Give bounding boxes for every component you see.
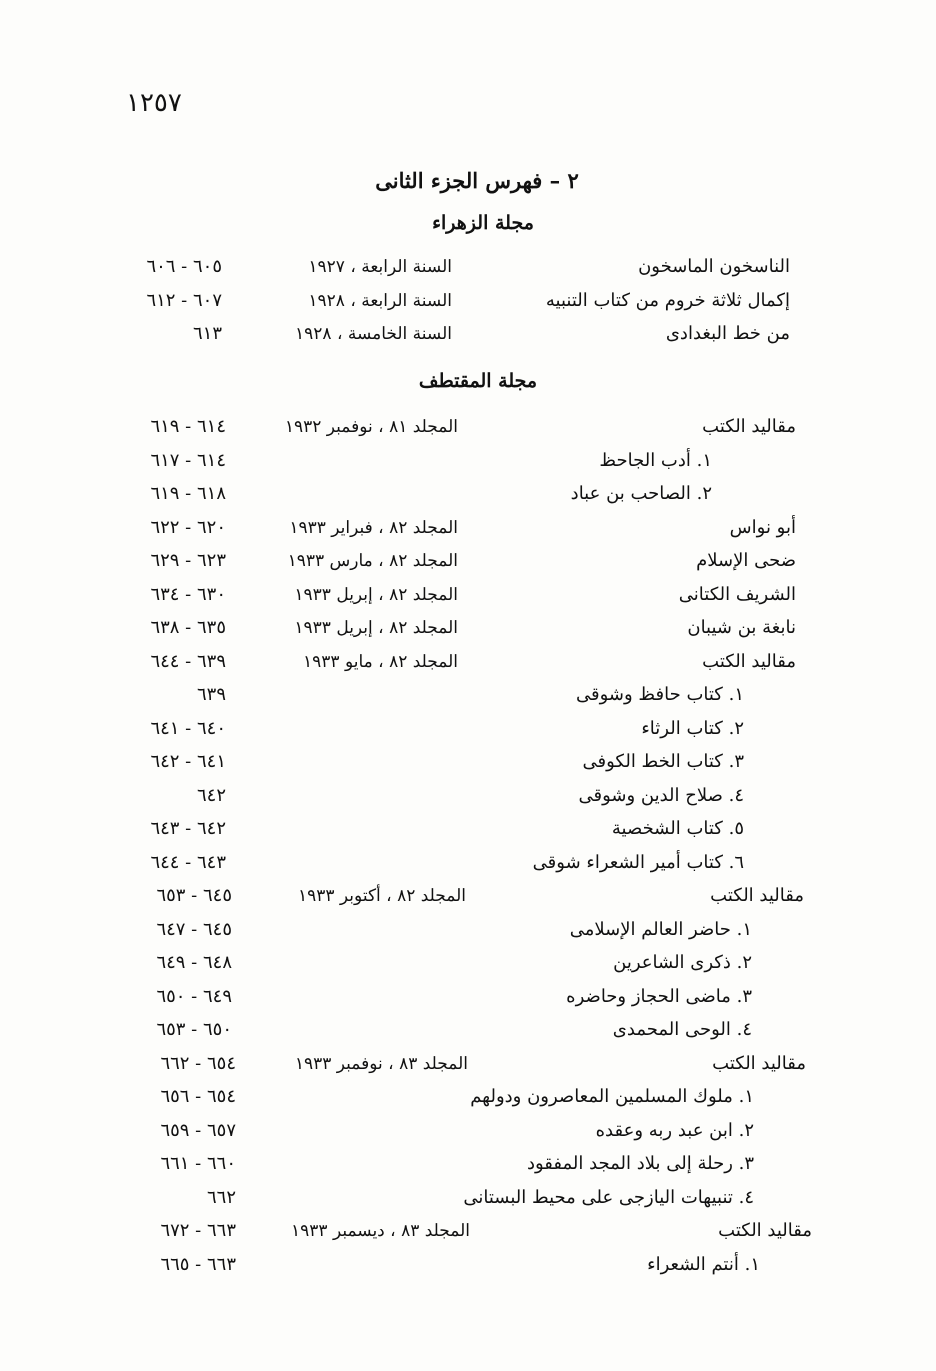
entry-source: المجلد ٨٢ ، مايو ١٩٣٣ [303,651,458,672]
index-entry [0,1181,936,1215]
index-entry [0,879,936,913]
entry-title: ٤. تنبيهات اليازجى على محيط البستانى [463,1186,754,1208]
entry-source: المجلد ٨٢ ، إبريل ١٩٣٣ [294,584,458,605]
index-entry [0,511,936,545]
section-title: مجلة المقتطف [418,370,538,392]
entry-pages: ٦٦٠ - ٦٦١ [160,1153,236,1174]
index-entry [0,1080,936,1114]
index-entry [0,946,936,980]
entry-pages: ٦٤٢ - ٦٤٣ [150,818,226,839]
entry-title: مقاليد الكتب [702,650,796,672]
entry-pages: ٦٤١ - ٦٤٢ [150,751,226,772]
entry-title: ١. كتاب حافظ وشوقى [576,684,744,705]
entry-title: ١. أدب الجاحظ [599,449,712,471]
entry-source: المجلد ٨٣ ، ديسمبر ١٩٣٣ [291,1221,470,1241]
entry-pages: ٦٥٤ - ٦٥٦ [160,1086,236,1107]
entry-title: ٢. ذكرى الشاعرين [613,952,752,973]
entry-source: المجلد ٨٣ ، نوفمبر ١٩٣٣ [294,1053,468,1074]
entry-pages: ٦٦٢ [206,1186,236,1208]
entry-title: ضحى الإسلام [696,550,796,571]
index-entry [0,1047,936,1081]
index-entry [0,913,936,947]
index-entry [0,779,936,813]
index-entry [0,611,936,645]
entry-pages: ٦١٤ - ٦١٧ [150,449,226,471]
entry-source: السنة الرابعة ، ١٩٢٧ [308,257,452,277]
entry-pages: ٦٥٠ - ٦٥٣ [156,1019,232,1040]
entry-title: ٣. رحلة إلى بلاد المجد المفقود [526,1153,754,1174]
index-heading: ٢ – فهرس الجزء الثانى [375,168,579,193]
index-entry [0,1013,936,1047]
index-entry [0,846,936,880]
index-entry [0,544,936,578]
entry-pages: ٦٣٥ - ٦٣٨ [150,617,226,638]
entry-title: مقاليد الكتب [718,1220,812,1241]
entry-title: إكمال ثلاثة خروم من كتاب التنبيه [545,289,790,311]
entry-title: ٢. ابن عبد ربه وعقده [595,1119,754,1141]
entry-title: ٤. صلاح الدين وشوقى [578,784,744,806]
index-entry [0,444,936,478]
entry-title: مقاليد الكتب [712,1052,806,1074]
entry-pages: ٦٦٣ - ٦٧٢ [160,1220,236,1241]
entry-pages: ٦٠٥ - ٦٠٦ [146,256,222,277]
section-title: مجلة الزهراء [432,212,534,234]
entry-source: المجلد ٨٢ ، أكتوبر ١٩٣٣ [297,886,466,906]
entry-pages: ٦٤٨ - ٦٤٩ [156,952,232,973]
entry-source: المجلد ٨٢ ، إبريل ١٩٣٣ [294,618,458,638]
entry-pages: ٦١٨ - ٦١٩ [150,483,226,504]
entry-pages: ٦٢٣ - ٦٢٩ [150,550,226,571]
entry-title: ٣. كتاب الخط الكوفى [582,751,744,772]
entry-title: ١. حاضر العالم الإسلامى [569,918,752,940]
entry-source: السنة الخامسة ، ١٩٢٨ [295,324,452,344]
entry-source: المجلد ٨١ ، نوفمبر ١٩٣٢ [284,417,458,437]
index-entry [0,477,936,511]
entry-title: مقاليد الكتب [710,885,804,906]
entry-title: أبو نواس [729,516,796,538]
entry-title: مقاليد الكتب [702,416,796,437]
entry-title: الشريف الكتانى [678,583,796,605]
entry-pages: ٦٤٥ - ٦٤٧ [156,918,232,940]
index-entry [0,284,936,318]
index-entry [0,645,936,679]
index-entry [0,1214,936,1248]
entry-source: المجلد ٨٢ ، فبراير ١٩٣٣ [289,517,458,538]
entry-source: المجلد ٨٢ ، مارس ١٩٣٣ [287,551,458,571]
entry-title: ٢. الصاحب بن عباد [570,483,712,504]
entry-pages: ٦٤٠ - ٦٤١ [150,717,226,739]
index-entry [0,1147,936,1181]
entry-title: نابغة بن شيبان [687,617,796,638]
entry-pages: ٦٣٩ - ٦٤٤ [150,650,226,672]
entry-title: ٤. الوحى المحمدى [612,1019,752,1040]
entry-title: الناسخون الماسخون [638,256,790,277]
entry-title: ٢. كتاب الرثاء [641,717,744,739]
index-entry [0,1114,936,1148]
entry-title: ٦. كتاب أمير الشعراء شوقى [532,851,744,873]
index-entry [0,712,936,746]
entry-pages: ٦٤٩ - ٦٥٠ [156,985,232,1007]
entry-pages: ٦٣٠ - ٦٣٤ [150,583,226,605]
index-entry [0,317,936,351]
entry-pages: ٦٥٧ - ٦٥٩ [160,1119,236,1141]
index-entry [0,980,936,1014]
entry-source: السنة الرابعة ، ١٩٢٨ [308,290,452,311]
index-entry [0,410,936,444]
entry-title: من خط البغدادى [665,323,790,344]
entry-pages: ٦١٣ [192,323,222,344]
entry-pages: ٦٤٣ - ٦٤٤ [150,851,226,873]
entry-title: ١. ملوك المسلمين المعاصرون ودولهم [470,1086,754,1107]
entry-pages: ٦٢٠ - ٦٢٢ [150,516,226,538]
index-entry [0,250,936,284]
entry-pages: ٦٣٩ [196,684,226,705]
index-entry [0,812,936,846]
page-number: ١٢٥٧ [126,88,182,118]
entry-pages: ٦٦٣ - ٦٦٥ [160,1253,236,1275]
entry-title: ٥. كتاب الشخصية [611,818,744,839]
entry-pages: ٦٤٥ - ٦٥٣ [156,885,232,906]
index-entry [0,745,936,779]
entry-title: ١. أنتم الشعراء [647,1253,760,1275]
entry-pages: ٦١٤ - ٦١٩ [150,416,226,437]
entry-pages: ٦٥٤ - ٦٦٢ [160,1052,236,1074]
entry-pages: ٦٠٧ - ٦١٢ [146,289,222,311]
index-entry [0,578,936,612]
index-entry [0,678,936,712]
index-entry [0,1248,936,1282]
entry-pages: ٦٤٢ [196,784,226,806]
entry-title: ٣. ماضى الحجاز وحاضره [566,985,752,1007]
